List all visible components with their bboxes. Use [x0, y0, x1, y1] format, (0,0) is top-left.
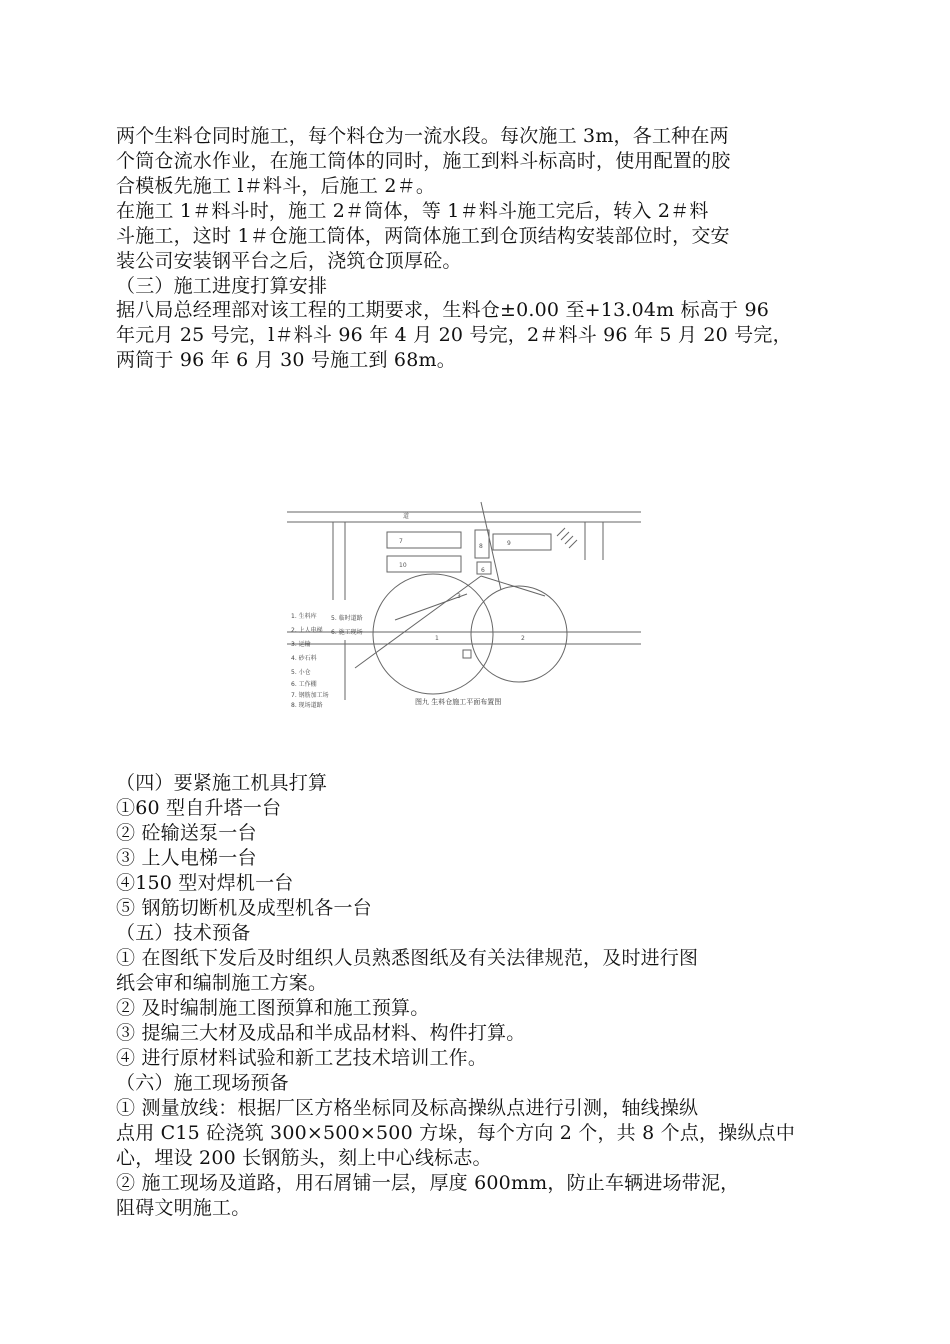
list-item: ② 砼输送泵一台 [116, 822, 257, 844]
section-heading: （四）要紧施工机具打算 [116, 772, 328, 794]
list-item: ③ 上人电梯一台 [116, 847, 257, 869]
paragraph-line: 两个生料仓同时施工，每个料仓为一流水段。每次施工 3m，各工种在两 [116, 125, 729, 147]
paragraph-line: 合模板先施工 l＃料斗，后施工 2＃。 [116, 175, 436, 197]
figure-caption: 图九 生料仓施工平面布置图 [415, 698, 502, 706]
box-label: 7 [399, 538, 403, 545]
road-label: 道 [403, 513, 410, 520]
legend-item: 8. 现场道路 [291, 702, 323, 709]
list-item: ① 测量放线：根据厂区方格坐标同及标高操纵点进行引测，轴线操纵 [116, 1097, 699, 1119]
list-item: ④150 型对焊机一台 [116, 872, 294, 894]
list-item: 阻碍文明施工。 [116, 1197, 251, 1219]
list-item: ② 及时编制施工图预算和施工预算。 [116, 997, 430, 1019]
paragraph-line: 在施工 1＃料斗时，施工 2＃筒体，等 1＃料斗施工完后，转入 2＃料 [116, 200, 709, 222]
list-item: 心，埋设 200 长钢筋头，刻上中心线标志。 [116, 1147, 492, 1169]
list-item: 纸会审和编制施工方案。 [116, 972, 328, 994]
legend-item: 7. 钢筋加工场 [291, 692, 329, 699]
legend-item: 2. 上人电梯 [291, 627, 323, 634]
legend-item: 5. 临时道路 [331, 615, 363, 622]
legend-item: 4. 砂石料 [291, 655, 317, 662]
list-item: ② 施工现场及道路，用石屑铺一层，厚度 600mm，防止车辆进场带泥， [116, 1172, 740, 1194]
paragraph-line: 两筒于 96 年 6 月 30 号施工到 68m。 [116, 349, 456, 371]
list-item: ③ 提编三大材及成品和半成品材料、构件打算。 [116, 1022, 526, 1044]
paragraph-line: 据八局总经理部对该工程的工期要求，生料仓±0.00 至+13.04m 标高于 96 [116, 299, 770, 321]
list-item: ①60 型自升塔一台 [116, 797, 282, 819]
section-heading: （六）施工现场预备 [116, 1072, 289, 1094]
legend-item: 1. 生料库 [291, 613, 317, 620]
paragraph-line: 个筒仓流水作业，在施工筒体的同时，施工到料斗标高时，使用配置的胶 [116, 150, 731, 172]
box-label: 1 [435, 635, 439, 642]
list-item: 点用 C15 砼浇筑 300×500×500 方垛，每个方向 2 个，共 8 个点，操纵点中 [116, 1122, 796, 1144]
paragraph-line: 年元月 25 号完，l＃料斗 96 年 4 月 20 号完，2＃料斗 96 年 5 月 20 号完， [116, 324, 792, 346]
box-label: 9 [507, 540, 511, 547]
site-plan-drawing [285, 500, 643, 715]
site-plan-figure [285, 500, 643, 715]
legend-item: 3. 运输 [291, 641, 311, 648]
legend-item: 5. 小仓 [291, 669, 311, 676]
box-label: 6 [481, 567, 485, 574]
box-label: 10 [399, 562, 407, 569]
legend-item: 6. 施工现场 [331, 629, 363, 636]
box-label: 8 [479, 543, 483, 550]
box-label: 3 [457, 593, 461, 600]
paragraph-line: 斗施工，这时 1＃仓施工筒体，两筒体施工到仓顶结构安装部位时，交安 [116, 225, 730, 247]
list-item: ⑤ 钢筋切断机及成型机各一台 [116, 897, 372, 919]
legend-item: 6. 工作棚 [291, 681, 317, 688]
section-heading: （三）施工进度打算安排 [116, 275, 328, 297]
list-item: ④ 进行原材料试验和新工艺技术培训工作。 [116, 1047, 488, 1069]
list-item: ① 在图纸下发后及时组织人员熟悉图纸及有关法律规范，及时进行图 [116, 947, 699, 969]
paragraph-line: 装公司安装钢平台之后，浇筑仓顶厚砼。 [116, 250, 462, 272]
box-label: 2 [521, 635, 525, 642]
section-heading: （五）技术预备 [116, 922, 251, 944]
